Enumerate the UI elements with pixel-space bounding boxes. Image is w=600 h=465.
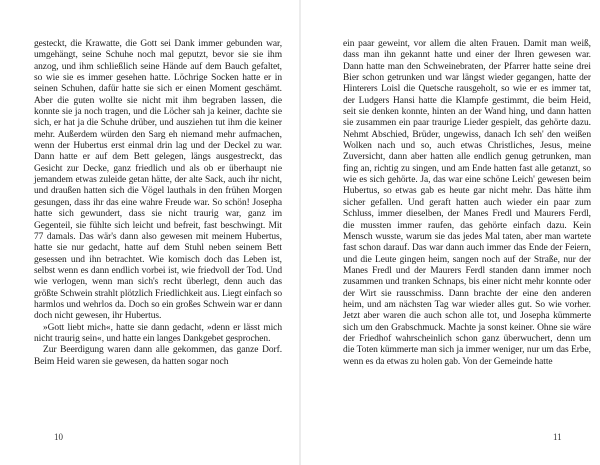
left-page-text [34,39,282,368]
left-paragraph-2: »Gott liebt mich«, hatte sie dann gedacht, »denn er lässt mich nicht traurig sein«, und hatte ein langes Dankgebet gesprochen. [34,322,282,344]
right-page-number: 11 [553,432,562,442]
right-paragraph-1: ein paar geweint, vor allem die alten Frauen. Damit man weiß, dass man ihn gekannt hatte und einer der Ihren gewesen war. Dann hatte man den Schweinebraten, der Pfarrer hatte seine drei Bier schon getrunken und war längst wieder gegangen, hatte der Hinterers Loisl die Quetsche rausgeholt, so wie er es immer tat, der Ludgers Hansi hatte die Klampfe gestimmt, die beim Heid, seit sie denken konnte, hinten an der Wand hing, und dann hatten sie zusammen ein paar traurige Lieder gespielt, das gehörte dazu. Nehmt Abschied, Brüder, ungewiss, danach Ich seh' den weißen Wolken nach und so, auch etwas Christliches, Jesus, meine Zuversicht, dann aber hatten alle endlich genug getrunken, man fing an, richtig zu singen, und am Ende hatten fast alle getanzt, so wie es sich gehörte. Ja, das war eine schöne Leich' gewesen beim Hubertus, so etwas gab es heute gar nicht mehr. Das hätte ihm sicher gefallen. Und geraft hatten auch wieder ein paar zum Schluss, immer dieselben, der Manes Fredl und Maurers Ferdl, die mussten immer raufen, das gehörte einfach dazu. Kein Mensch wusste, warum sie das jedes Mal taten, aber man wartete fast schon darauf. Das war dann auch immer das Ende der Feiern, und die Leute gingen heim, sangen noch auf der Straße, nur der Manes Fredl und der Maurers Ferdl standen dann immer noch zusammen und tranken Schnaps, bis einer nicht mehr konnte oder der Wirt sie rausschmiss. Dann brachte der eine den anderen heim, und am nächsten Tag war wieder alles gut. So wie vorher. Jetzt aber waren die auch schon alle tot, und Josepha kümmerte sich um den Grabschmuck. Machte ja sonst keiner. Ohne sie wäre der Friedhof wahrscheinlich schon ganz überwuchert, denn um die Toten kümmerte man sich ja immer weniger, nur um das Erbe, wenn es da etwas zu holen gab. Von der Gemeinde hatte [343,39,591,367]
left-paragraph-1: gesteckt, die Krawatte, die Gott sei Dank immer gebunden war, umgehängt, seine Schuhe noch mal geputzt, bevor sie sie ihm anzog, und ihm schließlich seine Hände auf dem Bauch gefaltet, so wie sie es immer gesehen hatte. Löchrige Socken hatte er in seinen Schuhen, dafür hatte sie sich er einen Moment geschämt. Aber die guten wollte sie nicht mit ihm begraben lassen, die konnte sie ja noch tragen, und die Löcher sah ja keiner, dachte sie sich, er hat ja die Schuhe drüber, und ausziehen tut ihm die keiner mehr. Außerdem würden den Sarg eh niemand mehr aufmachen, wenn der Hubertus erst einmal drin lag und der Deckel zu war. Dann hatte er auf dem Bett gelegen, längs ausgestreckt, das Gesicht zur Decke, ganz friedlich und als ob er überhaupt nie jemandem etwas zuleide getan hätte, der alte Sack, auch ihr nicht, und draußen hatten sich die Vögel lauthals in den frühen Morgen gesungen, dass ihr das eine wahre Freude war. So schön! Josepha hatte sich gewundert, dass sie nicht traurig war, ganz im Gegenteil, sie fühlte sich leicht und befreit, fast beschwingt. Mit 77 damals. Das wär's dann also gewesen mit meinem Hubertus, hatte sie nur gedacht, hatte auf dem Stuhl neben seinem Bett gesessen und ihn betrachtet. Wie komisch doch das Leben ist, selbst wenn es dann endlich vorbei ist, wie friedvoll der Tod. Und wie verlogen, wenn man sich's recht überlegt, denn auch das größte Schwein strahlt plötzlich Friedlichkeit aus. Liegt einfach so harmlos und wehrlos da. Doch so ein großes Schwein war er dann doch nicht gewesen, ihr Hubertus. [34,39,282,322]
left-page-number: 10 [54,432,63,442]
right-page [300,0,600,465]
left-paragraph-3: Zur Beerdigung waren dann alle gekommen, das ganze Dorf. Beim Heid waren sie gewesen, da hatten sogar noch [34,345,282,367]
right-page-text [343,39,591,368]
